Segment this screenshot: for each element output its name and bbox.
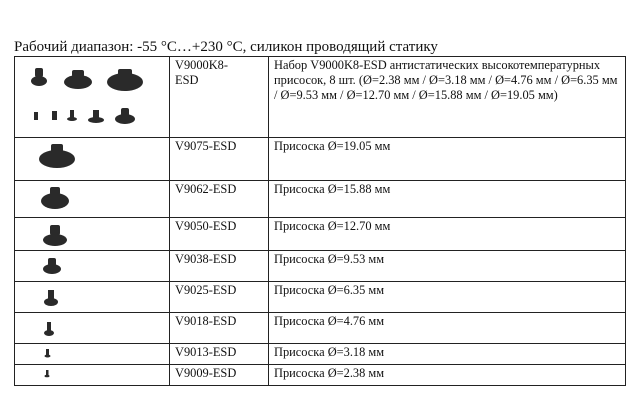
table-row	[15, 344, 626, 365]
product-table	[14, 56, 626, 386]
product-description: Присоска Ø=6.35 мм	[269, 282, 626, 313]
product-code: V9025-ESD	[170, 282, 269, 313]
product-code: V9013-ESD	[170, 344, 269, 365]
suction-cup-icon	[15, 218, 169, 250]
product-code: V9000K8- ESD	[170, 57, 269, 138]
product-description: Присоска Ø=4.76 мм	[269, 313, 626, 344]
table-row	[15, 313, 626, 344]
table-row	[15, 57, 626, 138]
product-code: V9075-ESD	[170, 138, 269, 181]
suction-cup-icon	[15, 313, 169, 343]
product-code: V9038-ESD	[170, 251, 269, 282]
table-row	[15, 181, 626, 218]
product-image-cell	[15, 138, 170, 181]
product-image-cell	[15, 365, 170, 386]
table-row	[15, 251, 626, 282]
product-code: V9009-ESD	[170, 365, 269, 386]
suction-cup-icon	[15, 344, 169, 364]
product-description: Присоска Ø=12.70 мм	[269, 218, 626, 251]
product-image-cell	[15, 313, 170, 344]
suction-cup-icon	[15, 138, 169, 180]
suction-cup-icon	[15, 251, 169, 281]
table-row	[15, 138, 626, 181]
product-image-cell	[15, 251, 170, 282]
table-row	[15, 282, 626, 313]
product-description: Присоска Ø=9.53 мм	[269, 251, 626, 282]
product-code: V9062-ESD	[170, 181, 269, 218]
product-description: Присоска Ø=2.38 мм	[269, 365, 626, 386]
product-code: V9018-ESD	[170, 313, 269, 344]
product-image-cell	[15, 181, 170, 218]
table-row	[15, 365, 626, 386]
suction-cup-icon	[15, 181, 169, 217]
suction-cup-icon	[15, 365, 169, 385]
suction-cup-icon	[15, 282, 169, 312]
product-image-cell	[15, 218, 170, 251]
product-image-cell	[15, 282, 170, 313]
product-image-cell	[15, 57, 170, 138]
range-heading: Рабочий диапазон: -55 °C…+230 °C, силикон проводящий статику	[14, 39, 438, 55]
product-description: Присоска Ø=15.88 мм	[269, 181, 626, 218]
table-row	[15, 218, 626, 251]
product-code: V9050-ESD	[170, 218, 269, 251]
product-description: Набор V9000K8-ESD антистатических высокотемпературных присосок, 8 шт. (Ø=2.38 мм / Ø=3.18 мм / Ø=4.76 мм / Ø=6.35 мм / Ø=9.53 мм / Ø=12.70 мм / Ø=15.88 мм / Ø=19.05 мм)	[269, 57, 626, 138]
product-image-cell	[15, 344, 170, 365]
suction-cup-set-icon	[15, 57, 169, 137]
product-description: Присоска Ø=3.18 мм	[269, 344, 626, 365]
product-description: Присоска Ø=19.05 мм	[269, 138, 626, 181]
